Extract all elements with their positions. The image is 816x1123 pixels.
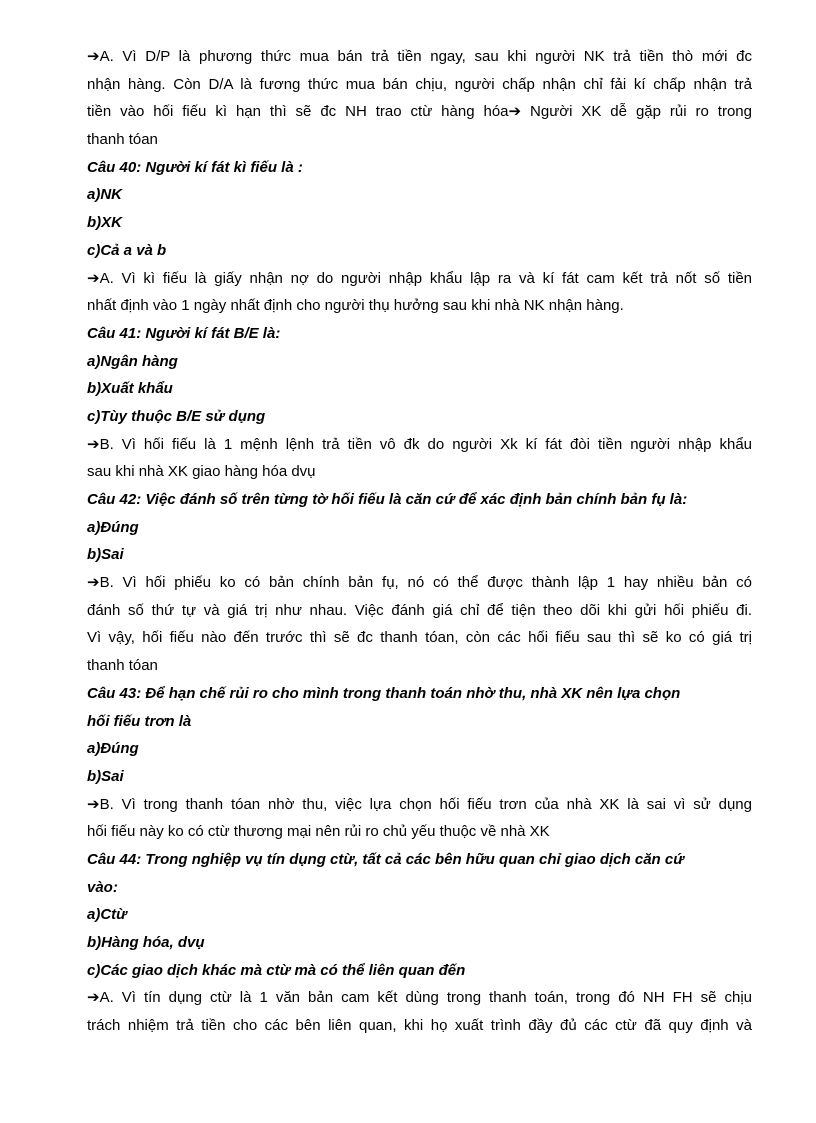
answer-text-line: Vì vậy, hối fiếu nào đến trước thì sẽ đc thanh tóan, còn các hối fiếu sau thì sẽ ko có giá trị bbox=[87, 629, 752, 647]
answer-text-line: thanh tóan bbox=[87, 131, 158, 149]
question-line: Câu 44: Trong nghiệp vụ tín dụng ctừ, tất cả các bên hữu quan chỉ giao dịch căn cứ bbox=[87, 850, 684, 868]
answer-text-line: ➔B. Vì hối phiếu ko có bản chính bản fụ, nó có thể được thành lập 1 hay nhiều bản có bbox=[87, 574, 752, 592]
question-line: vào: bbox=[87, 878, 118, 896]
answer-text-line: ➔B. Vì hối fiếu là 1 mệnh lệnh trả tiền vô đk do người Xk kí fát đòi tiền người nhập khẩu bbox=[87, 435, 752, 453]
answer-text-line: ➔A. Vì tín dụng ctừ là 1 văn bản cam kết dùng trong thanh toán, trong đó NH FH sẽ chịu bbox=[87, 989, 752, 1007]
question-line: b)Hàng hóa, dvụ bbox=[87, 934, 205, 951]
answer-text-line: ➔A. Vì kì fiếu là giấy nhận nợ do người nhập khẩu lập ra và kí fát cam kết trả nốt số tiền bbox=[87, 269, 752, 287]
question-line: Câu 41: Người kí fát B/E là: bbox=[87, 324, 281, 342]
answer-text-line: nhất định vào 1 ngày nhất định cho người thụ hưởng sau khi nhà NK nhận hàng. bbox=[87, 297, 624, 315]
answer-text-line: ➔A. Vì D/P là phương thức mua bán trả tiền ngay, sau khi người NK trả tiền thò mới đc bbox=[87, 48, 752, 65]
answer-text-line: thanh tóan bbox=[87, 657, 158, 675]
answer-text-line: sau khi nhà XK giao hàng hóa dvụ bbox=[87, 463, 316, 481]
question-line: b)XK bbox=[87, 214, 122, 232]
question-line: Câu 40: Người kí fát kì fiếu là : bbox=[87, 158, 303, 176]
question-line: a)Ctừ bbox=[87, 906, 127, 924]
question-line: b)Sai bbox=[87, 767, 124, 785]
question-line: c)Các giao dịch khác mà ctừ mà có thể liên quan đến bbox=[87, 961, 466, 979]
question-line: a)Ngân hàng bbox=[87, 352, 178, 370]
answer-text-line: nhận hàng. Còn D/A là fương thức mua bán chịu, người chấp nhận chỉ fải kí chấp nhận trả bbox=[87, 75, 752, 93]
answer-text-line: hối fiếu này ko có ctừ thương mại nên rủi ro chủ yếu thuộc về nhà XK bbox=[87, 823, 550, 841]
question-line: a)Đúng bbox=[87, 518, 139, 536]
question-line: a)Đúng bbox=[87, 740, 139, 758]
question-line: Câu 43: Để hạn chế rủi ro cho mình trong thanh toán nhờ thu, nhà XK nên lựa chọn bbox=[87, 684, 681, 702]
question-line: a)NK bbox=[87, 186, 123, 204]
answer-text-line: đánh số thứ tự và giá trị như nhau. Việc đánh giá chỉ để tiện theo dõi khi gửi hối phiếu đi. bbox=[87, 601, 752, 619]
question-line: c)Cả a và b bbox=[87, 241, 167, 259]
document-page bbox=[87, 43, 752, 1040]
answer-text-line: tiền vào hối fiếu kì hạn thì sẽ đc NH trao ctừ hàng hóa➔ Người XK dễ gặp rủi ro trong bbox=[87, 103, 752, 121]
answer-text-line: trách nhiệm trả tiền cho các bên liên quan, khi họ xuất trình đầy đủ các ctừ đã quy định và bbox=[87, 1017, 752, 1035]
question-line: hối fiếu trơn là bbox=[87, 712, 192, 730]
answer-text-line: ➔B. Vì trong thanh tóan nhờ thu, việc lựa chọn hối fiếu trơn của nhà XK là sai vì sử dụng bbox=[87, 795, 752, 813]
question-line: b)Xuất khẩu bbox=[87, 380, 173, 398]
question-line: c)Tùy thuộc B/E sử dụng bbox=[87, 407, 266, 425]
question-line: Câu 42: Việc đánh số trên từng tờ hối fiếu là căn cứ để xác định bản chính bản fụ là: bbox=[87, 491, 688, 508]
question-line: b)Sai bbox=[87, 546, 124, 564]
